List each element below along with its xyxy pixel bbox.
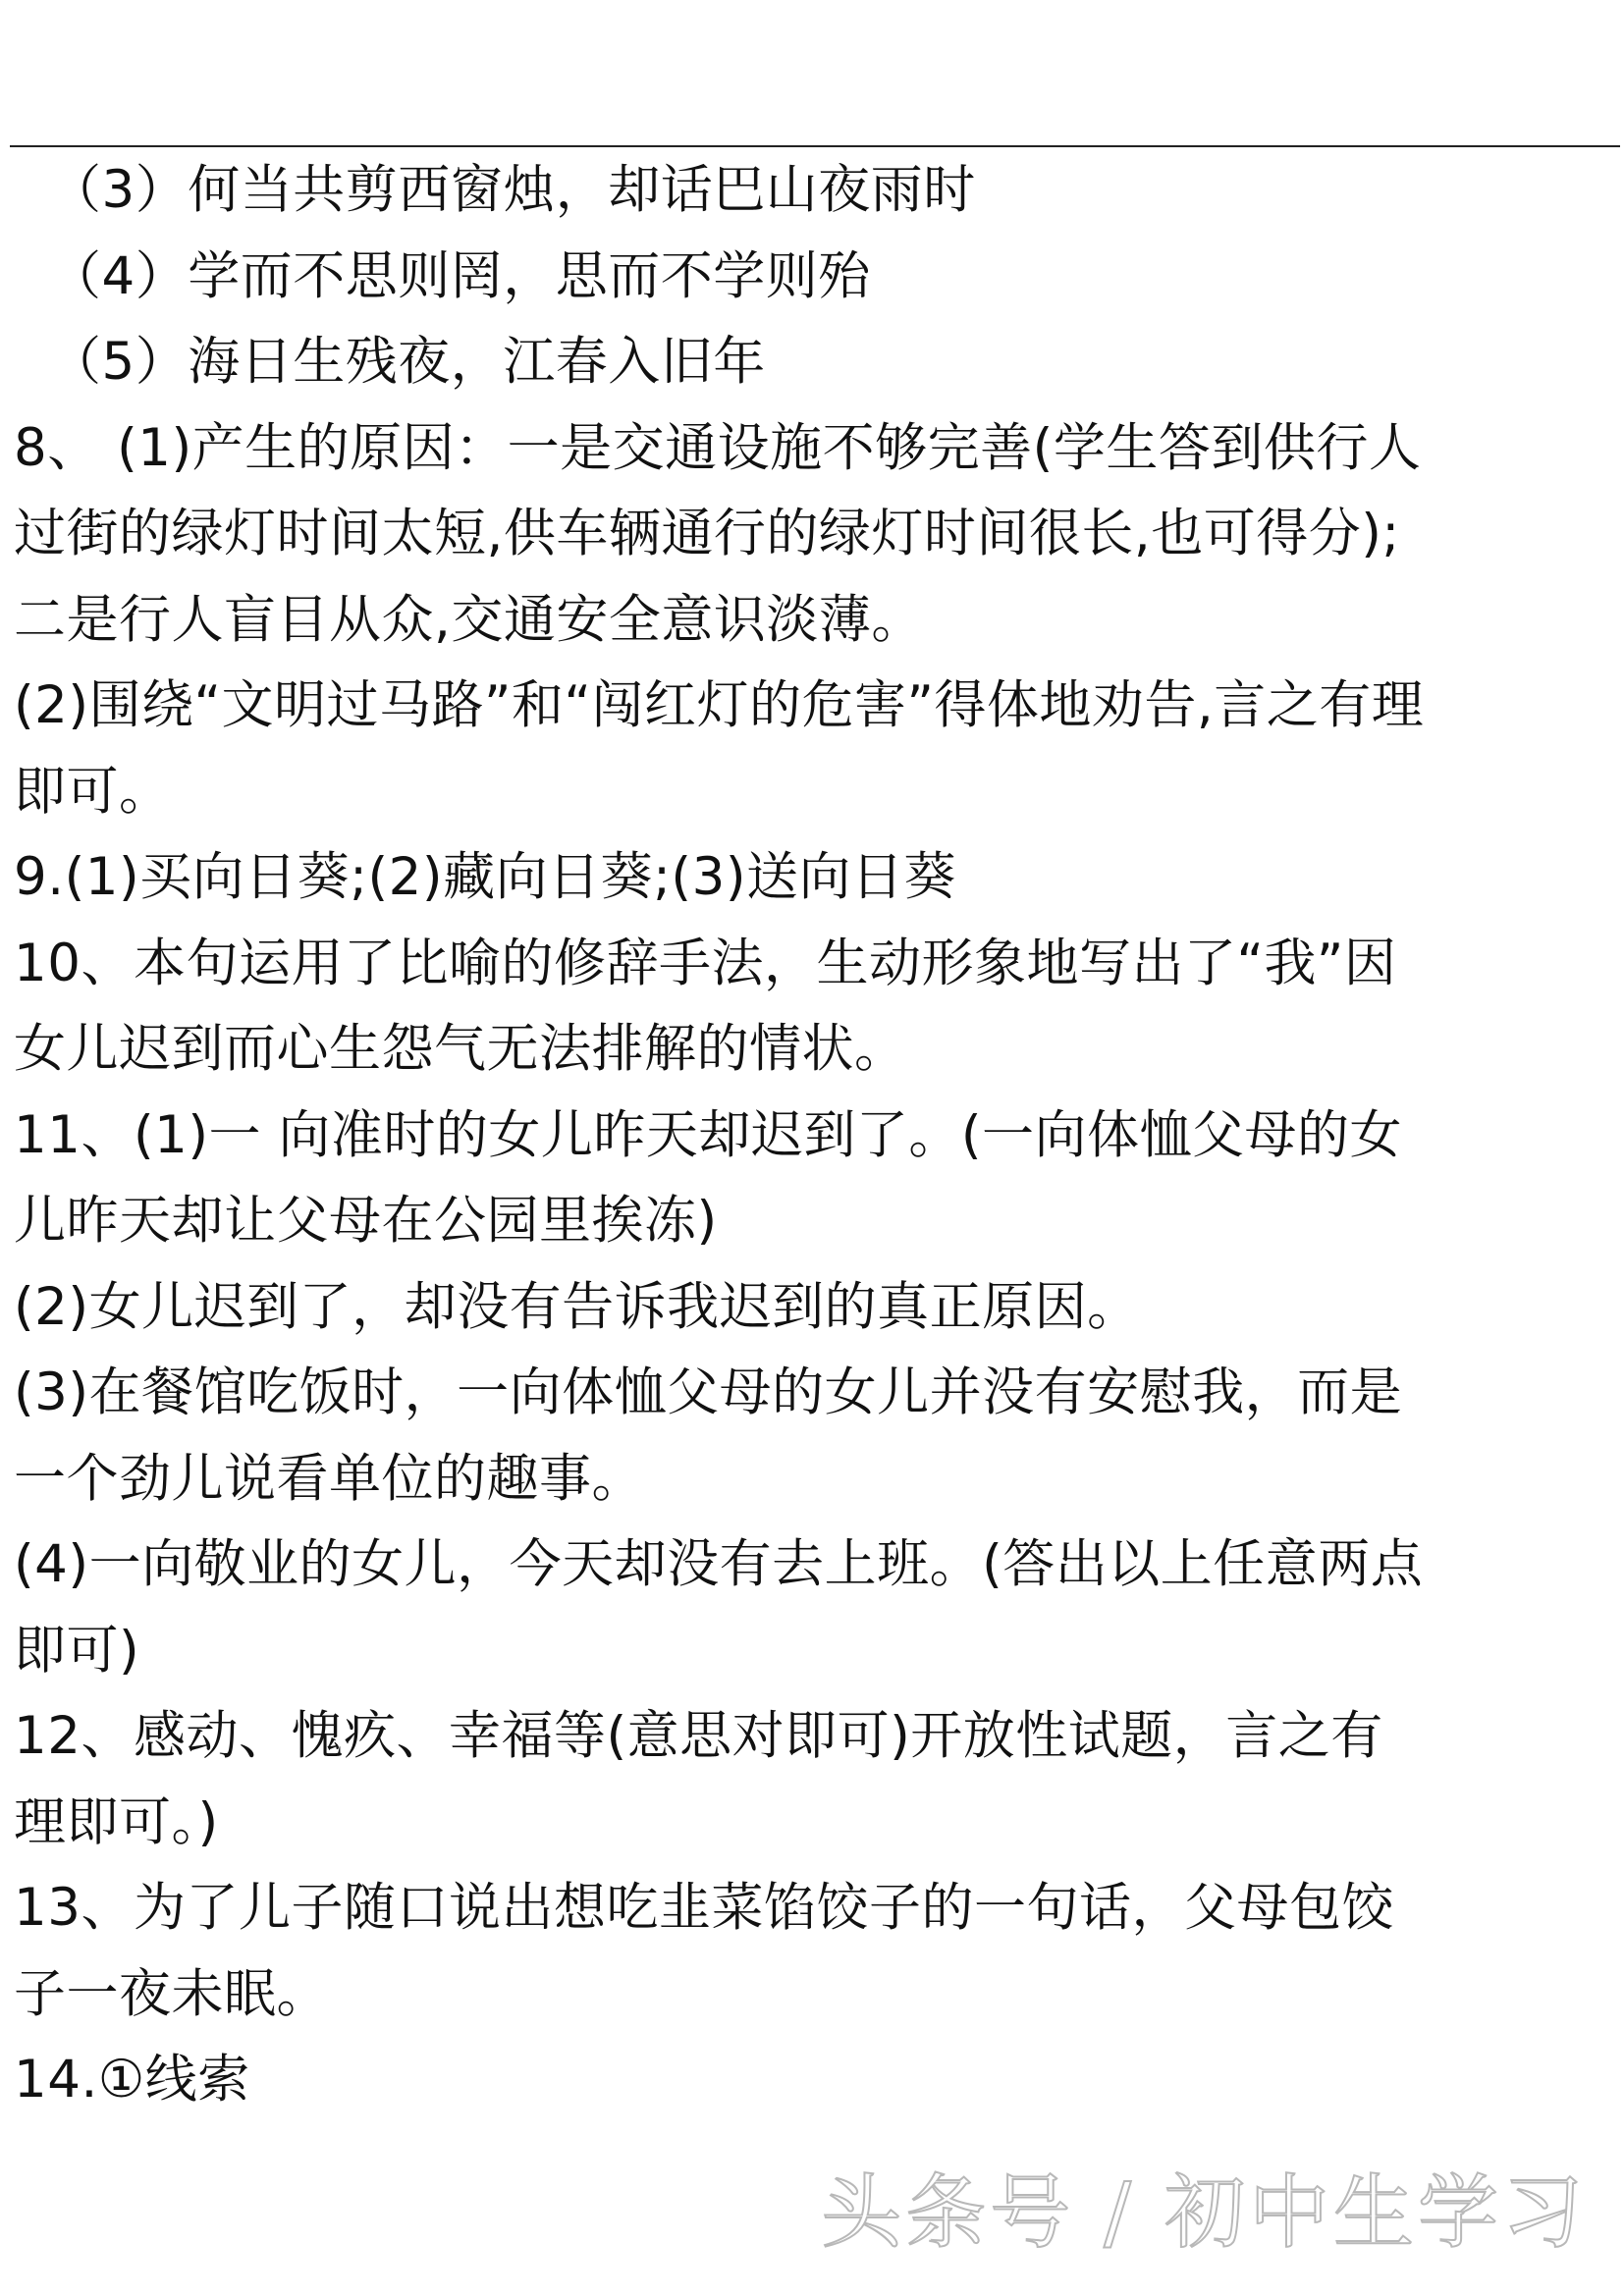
answer-line: 12、感动、愧疚、幸福等(意思对即可)开放性试题，言之有 xyxy=(14,1706,1383,1766)
answer-line: （3）何当共剪西窗烛，却话巴山夜雨时 xyxy=(49,160,976,220)
answer-line: 10、本句运用了比喻的修辞手法，生动形象地写出了“我”因 xyxy=(14,933,1397,993)
answer-line: （5）海日生残夜，江春入旧年 xyxy=(49,332,766,392)
answer-line: 子一夜未眠。 xyxy=(14,1963,329,2024)
watermark-text: 头条号 / 初中生学习 xyxy=(821,2166,1587,2260)
answer-line: (4)一向敬业的女儿，今天却没有去上班。(答出以上任意两点 xyxy=(14,1534,1424,1594)
answer-line: (2)围绕“文明过马路”和“闯红灯的危害”得体地劝告,言之有理 xyxy=(14,675,1425,735)
answer-line: 即可) xyxy=(14,1620,140,1681)
answer-line: （4）学而不思则罔，思而不学则殆 xyxy=(49,245,871,306)
answer-line: 过街的绿灯时间太短,供车辆通行的绿灯时间很长,也可得分); xyxy=(14,504,1400,563)
answer-line: 即可。 xyxy=(14,761,172,822)
answer-line: 理即可。) xyxy=(14,1791,219,1852)
answer-line: 8、 (1)产生的原因：一是交通设施不够完善(学生答到供行人 xyxy=(14,417,1422,478)
answer-line: 11、(1)一 向准时的女儿昨天却迟到了。(一向体恤父母的女 xyxy=(14,1104,1403,1165)
answer-line: (3)在餐馆吃饭时，一向体恤父母的女儿并没有安慰我，而是 xyxy=(14,1362,1403,1422)
answer-line: 一个劲儿说看单位的趣事。 xyxy=(14,1448,644,1509)
answer-line: 女儿迟到而心生怨气无法排解的情状。 xyxy=(14,1019,907,1079)
answer-line: 14.①线索 xyxy=(14,2050,250,2109)
answer-line: 儿昨天却让父母在公园里挨冻) xyxy=(14,1191,718,1251)
answer-text-block xyxy=(14,147,1604,2123)
answer-line: 9.(1)买向日葵;(2)藏向日葵;(3)送向日葵 xyxy=(14,847,957,907)
answer-line: (2)女儿迟到了，却没有告诉我迟到的真正原因。 xyxy=(14,1276,1140,1337)
answer-line: 二是行人盲目从众,交通安全意识淡薄。 xyxy=(14,589,924,650)
answer-line: 13、为了儿子随口说出想吃韭菜馅饺子的一句话，父母包饺 xyxy=(14,1878,1394,1938)
